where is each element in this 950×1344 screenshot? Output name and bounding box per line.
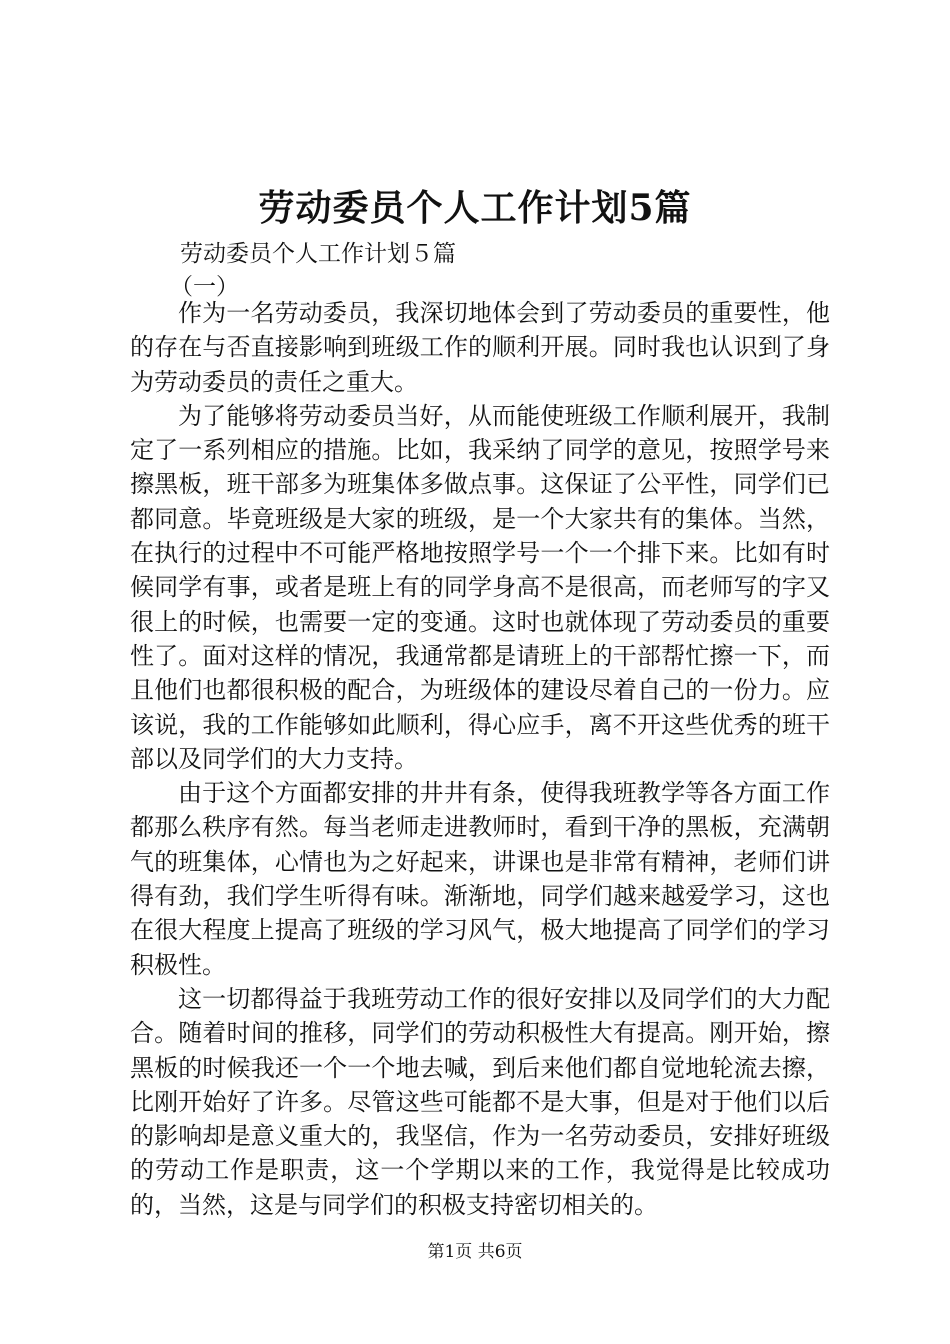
document-title: 劳动委员个人工作计划5篇 — [258, 187, 692, 229]
paragraph: 由于这个方面都安排的井井有条，使得我班教学等各方面工作都那么秩序有然。每当老师走进教师时，看到干净的黑板，充满朝气的班集体，心情也为之好起来，讲课也是非常有精神，老师们讲得有劲，我们学生听得有味。渐渐地，同学们越来越爱学习，这也在很大程度上提高了班级的学习风气，极大地提高了同学们的学习积极性。 — [130, 779, 830, 979]
paragraph: 这一切都得益于我班劳动工作的很好安排以及同学们的大力配合。随着时间的推移，同学们的劳动积极性大有提高。刚开始，擦黑板的时候我还一个一个地去喊，到后来他们都自觉地轮流去擦，比刚开始好了许多。尽管这些可能都不是大事，但是对于他们以后的影响却是意义重大的，我坚信，作为一名劳动委员，安排好班级的劳动工作是职责，这一个学期以来的工作，我觉得是比较成功的，当然，这是与同学们的积极支持密切相关的。 — [130, 984, 830, 1219]
page-footer: 第1页 共6页 — [427, 1242, 523, 1262]
document-body — [130, 296, 830, 1222]
paragraph: 作为一名劳动委员，我深切地体会到了劳动委员的重要性，他的存在与否直接影响到班级工作的顺利开展。同时我也认识到了身为劳动委员的责任之重大。 — [130, 299, 830, 396]
document-subtitle: 劳动委员个人工作计划５篇 — [180, 241, 456, 267]
paragraph: 为了能够将劳动委员当好，从而能使班级工作顺利展开，我制定了一系列相应的措施。比如，我采纳了同学的意见，按照学号来擦黑板，班干部多为班集体多做点事。这保证了公平性，同学们已都同意。毕竟班级是大家的班级，是一个大家共有的集体。当然，在执行的过程中不可能严格地按照学号一个一个排下来。比如有时候同学有事，或者是班上有的同学身高不是很高，而老师写的字又很上的时候，也需要一定的变通。这时也就体现了劳动委员的重要性了。面对这样的情况，我通常都是请班上的干部帮忙擦一下，而且他们也都很积极的配合，为班级体的建设尽着自己的一份力。应该说，我的工作能够如此顺利，得心应手，离不开这些优秀的班干部以及同学们的大力支持。 — [130, 401, 830, 773]
section-label: （一） — [170, 274, 239, 300]
